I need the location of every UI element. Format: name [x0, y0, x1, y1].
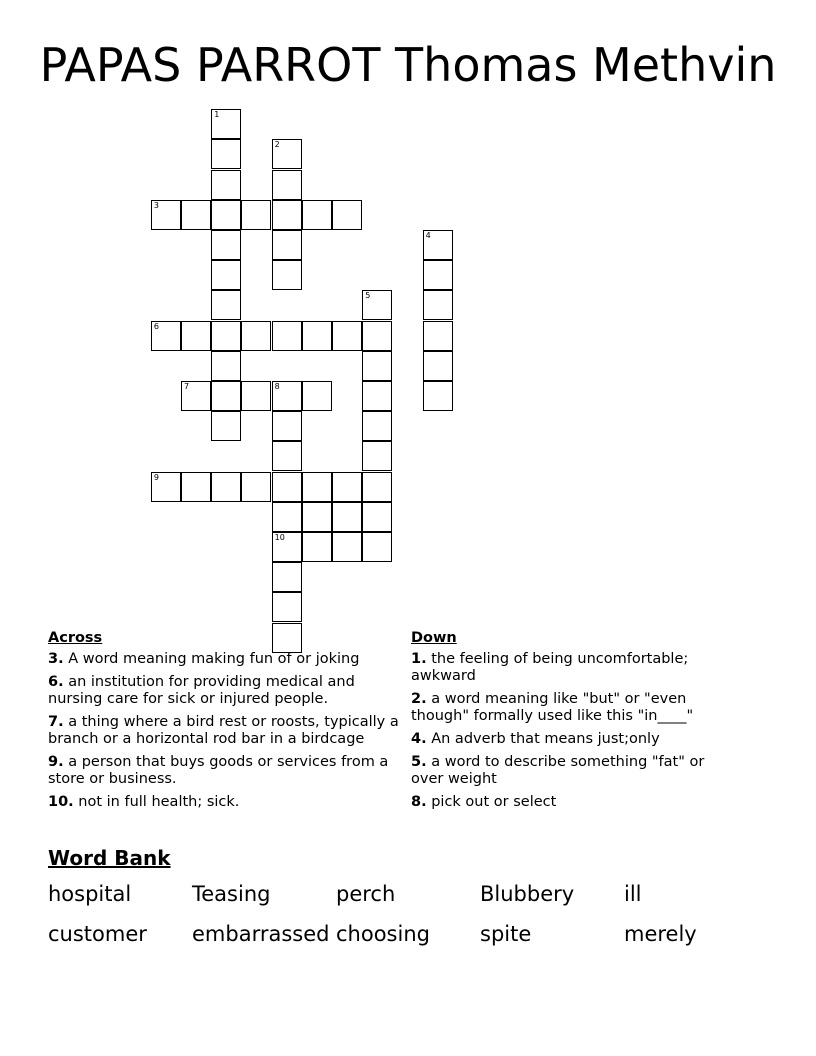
- grid-cell[interactable]: [362, 381, 392, 411]
- clue-number: 4: [425, 231, 431, 241]
- across-heading: Across: [48, 630, 103, 646]
- grid-cell[interactable]: [272, 441, 302, 471]
- clue-number: 5: [365, 291, 371, 301]
- clue-number: 6: [153, 321, 159, 331]
- grid-cell[interactable]: [423, 230, 453, 260]
- grid-cell[interactable]: [241, 472, 271, 502]
- down-clue-8: 8. pick out or select: [411, 794, 557, 810]
- grid-cell[interactable]: [151, 200, 181, 230]
- grid-cell[interactable]: [241, 200, 271, 230]
- word-bank-heading: Word Bank: [48, 846, 171, 870]
- clue-number: 9: [153, 472, 159, 482]
- word-bank-item: hospital: [48, 882, 132, 906]
- word-bank-item: choosing: [336, 922, 430, 946]
- grid-cell[interactable]: [181, 381, 211, 411]
- grid-cell[interactable]: [362, 321, 392, 351]
- word-bank-item: spite: [480, 922, 532, 946]
- word-bank-item: ill: [624, 882, 642, 906]
- grid-cell[interactable]: [302, 321, 332, 351]
- grid-cell[interactable]: [332, 532, 362, 562]
- grid-cell[interactable]: [272, 139, 302, 169]
- grid-cell[interactable]: [332, 200, 362, 230]
- grid-cell[interactable]: [211, 260, 241, 290]
- grid-cell[interactable]: [423, 321, 453, 351]
- grid-cell[interactable]: [211, 139, 241, 169]
- grid-cell[interactable]: [362, 351, 392, 381]
- clue-number: 3: [153, 200, 159, 210]
- grid-cell[interactable]: [272, 472, 302, 502]
- grid-cell[interactable]: [272, 592, 302, 622]
- word-bank-item: Teasing: [192, 882, 271, 906]
- grid-cell[interactable]: [181, 200, 211, 230]
- grid-cell[interactable]: [211, 411, 241, 441]
- grid-cell[interactable]: [362, 290, 392, 320]
- grid-cell[interactable]: [362, 502, 392, 532]
- down-clue-1: 1. the feeling of being uncomfortable; awkward: [411, 651, 689, 684]
- clue-number: 2: [274, 140, 280, 150]
- word-bank-item: embarrassed: [192, 922, 330, 946]
- grid-cell[interactable]: [423, 381, 453, 411]
- clue-number: 8: [274, 382, 280, 392]
- grid-cell[interactable]: [272, 532, 302, 562]
- grid-cell[interactable]: [211, 109, 241, 139]
- across-clue-7: 7. a thing where a bird rest or roosts, typically a branch or a horizontal rod bar in a birdcage: [48, 714, 399, 747]
- grid-cell[interactable]: [362, 411, 392, 441]
- grid-cell[interactable]: [272, 502, 302, 532]
- grid-cell[interactable]: [211, 170, 241, 200]
- grid-cell[interactable]: [272, 321, 302, 351]
- across-clue-3: 3. A word meaning making fun of or joking: [48, 651, 360, 667]
- grid-cell[interactable]: [151, 321, 181, 351]
- word-bank-item: customer: [48, 922, 147, 946]
- grid-cell[interactable]: [272, 562, 302, 592]
- grid-cell[interactable]: [423, 260, 453, 290]
- down-clue-5: 5. a word to describe something "fat" or over weight: [411, 754, 705, 787]
- grid-cell[interactable]: [211, 200, 241, 230]
- grid-cell[interactable]: [332, 321, 362, 351]
- grid-cell[interactable]: [302, 532, 332, 562]
- across-clue-9: 9. a person that buys goods or services from a store or business.: [48, 754, 389, 787]
- grid-cell[interactable]: [362, 532, 392, 562]
- word-bank-item: Blubbery: [480, 882, 575, 906]
- clue-number: 10: [274, 533, 285, 543]
- clue-number: 1: [214, 110, 220, 120]
- grid-cell[interactable]: [423, 290, 453, 320]
- grid-cell[interactable]: [211, 472, 241, 502]
- grid-cell[interactable]: [332, 502, 362, 532]
- grid-cell[interactable]: [241, 321, 271, 351]
- grid-cell[interactable]: [332, 472, 362, 502]
- grid-cell[interactable]: [211, 321, 241, 351]
- grid-cell[interactable]: [272, 411, 302, 441]
- grid-cell[interactable]: [272, 260, 302, 290]
- grid-cell[interactable]: [302, 472, 332, 502]
- grid-cell[interactable]: [181, 321, 211, 351]
- grid-cell[interactable]: [272, 381, 302, 411]
- grid-cell[interactable]: [211, 290, 241, 320]
- word-bank-item: perch: [336, 882, 396, 906]
- across-clues: [48, 630, 408, 817]
- grid-cell[interactable]: [151, 472, 181, 502]
- grid-cell[interactable]: [423, 351, 453, 381]
- grid-cell[interactable]: [362, 472, 392, 502]
- grid-cell[interactable]: [272, 200, 302, 230]
- grid-cell[interactable]: [241, 381, 271, 411]
- grid-cell[interactable]: [362, 441, 392, 471]
- down-clue-4: 4. An adverb that means just;only: [411, 731, 660, 747]
- grid-cell[interactable]: [181, 472, 211, 502]
- clue-number: 7: [184, 382, 190, 392]
- across-clue-10: 10. not in full health; sick.: [48, 794, 240, 810]
- grid-cell[interactable]: [302, 502, 332, 532]
- grid-cell[interactable]: [302, 200, 332, 230]
- down-heading: Down: [411, 630, 457, 646]
- grid-cell[interactable]: [302, 381, 332, 411]
- grid-cell[interactable]: [211, 381, 241, 411]
- word-bank-item: merely: [624, 922, 697, 946]
- down-clue-2: 2. a word meaning like "but" or "even though" formally used like this "in____": [411, 691, 694, 724]
- puzzle-title: PAPAS PARROT Thomas Methvin: [39, 38, 777, 92]
- word-bank: [48, 882, 768, 946]
- grid-cell[interactable]: [211, 230, 241, 260]
- grid-cell[interactable]: [272, 230, 302, 260]
- across-clue-6: 6. an institution for providing medical and nursing care for sick or injured people.: [48, 674, 355, 707]
- grid-cell[interactable]: [272, 170, 302, 200]
- down-clues: [411, 630, 741, 817]
- grid-cell[interactable]: [211, 351, 241, 381]
